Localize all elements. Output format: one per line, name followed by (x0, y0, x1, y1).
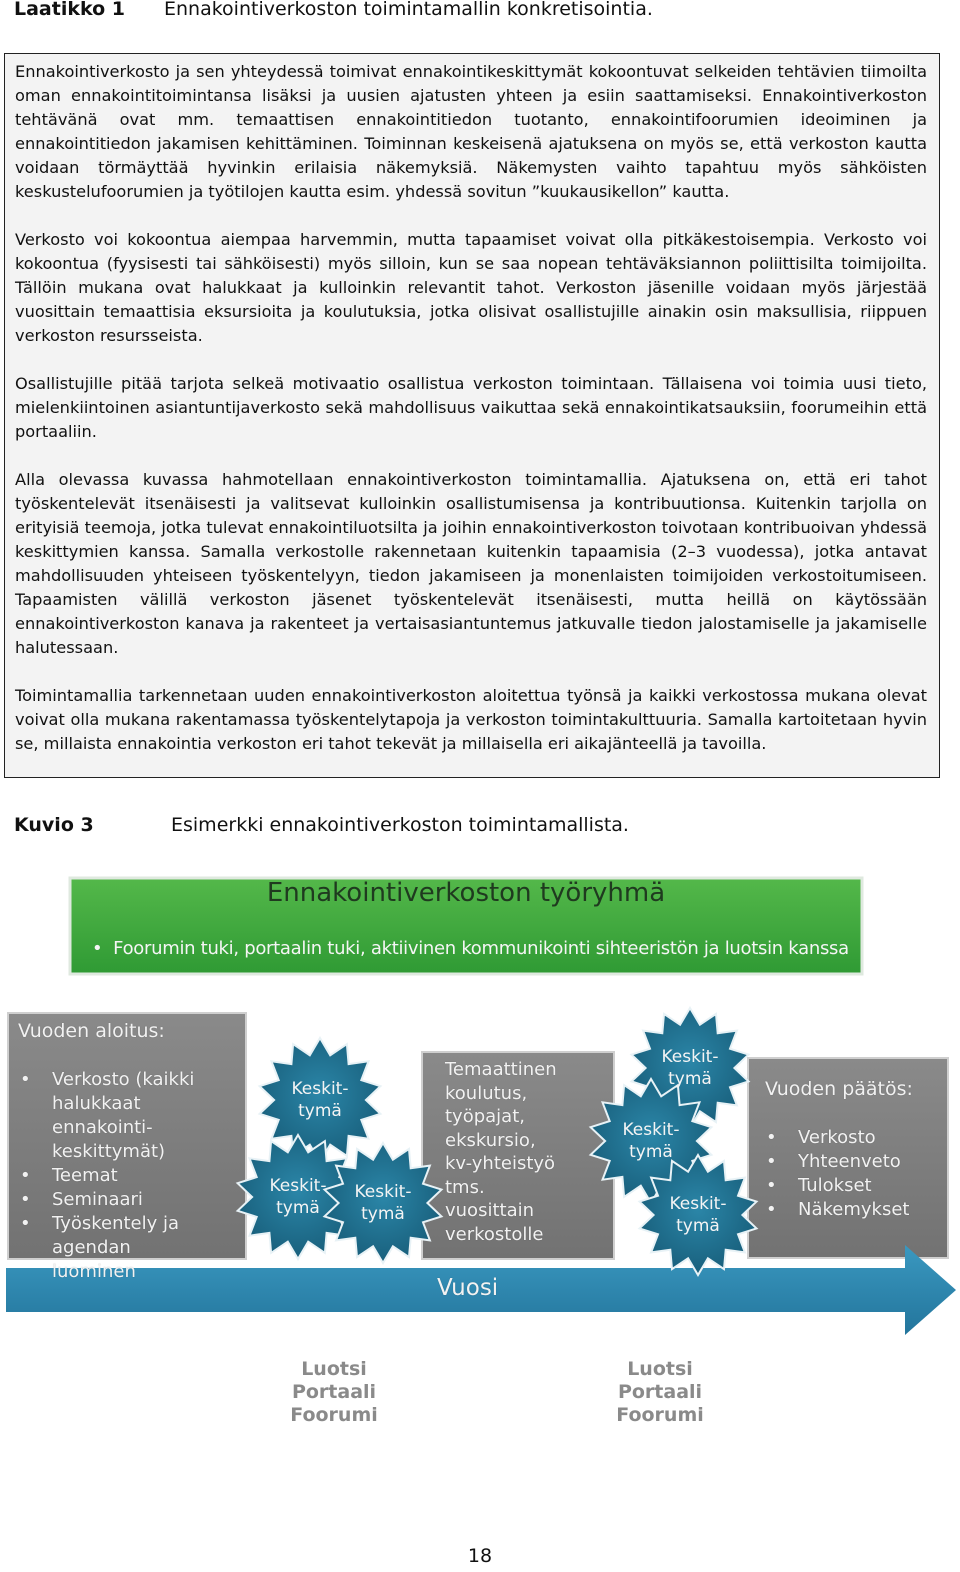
list-item: • Yhteenveto (766, 1151, 901, 1172)
portal-line: Foorumi (616, 1404, 704, 1426)
star-label: Keskit-tymä (622, 1120, 680, 1162)
text-box (4, 53, 940, 778)
paragraph: Toimintamallia tarkennetaan uuden ennakointiverkoston aloitettua työnsä ja kaikki verkostossa mukana olevat voivat olla mukana rakentamassa työskentelytapoja ja verkoston toimintakulttuuria. Samalla kartoitetaan hyvin se, millaista ennakointia verkoston eri tahot tekevät ja millaisella eri aikajänteellä ja tavoilla. (15, 686, 927, 753)
paragraph: Osallistujille pitää tarjota selkeä motivaatio osallistua verkoston toimintaan. Tällaisena voi toimia uusi tieto, mielenkiintoinen asiantuntijaverkosto sekä mahdollisuus vaikuttaa sekä ennakointikatsauksiin, foorumeihin että portaaliin. (15, 374, 927, 441)
list-item-text: Yhteenveto (798, 1151, 901, 1172)
header-title: Ennakointiverkoston työryhmä (266, 878, 666, 908)
middle-line: kv-yhteistyö (445, 1153, 556, 1174)
box-title-text: Ennakointiverkoston toimintamallin konkretisointia. (164, 0, 653, 20)
middle-line: ekskursio, (445, 1129, 536, 1151)
list-item: • Tulokset (766, 1175, 872, 1196)
list-item-text: Verkosto (kaikki halukkaat ennakointi-keskittymät) (52, 1069, 195, 1162)
box-title (14, 0, 653, 20)
portal-line: Foorumi (290, 1404, 378, 1426)
star-label: Keskit-tymä (354, 1182, 412, 1224)
middle-line: työpajat, (445, 1106, 525, 1127)
portal-line: Luotsi (627, 1358, 693, 1380)
star-label: Keskit-tymä (269, 1176, 327, 1218)
list-item: • Näkemykset (766, 1199, 910, 1220)
middle-panel-text (445, 1058, 557, 1246)
end-panel-list (766, 1126, 909, 1222)
list-item-text: Teemat (52, 1165, 118, 1186)
list-item: • Verkosto (kaikki halukkaat ennakointi-keskittymät) (20, 1068, 220, 1164)
middle-line: vuosittain (445, 1200, 535, 1221)
list-item-text: Näkemykset (798, 1199, 910, 1220)
middle-line: tms. (445, 1176, 485, 1198)
portal-line: Luotsi (301, 1358, 367, 1380)
paragraph: Verkosto voi kokoontua aiempaa harvemmin, mutta tapaamiset voivat olla pitkäkestoisempia. Verkosto voi kokoontua (fyysisesti tai sähköisesti) myös silloin, kun se saa nopean tehtäväksiannon poliittisilta toimijoilta. Tällöin mukana ovat halukkaat ja kulloinkin relevantit tahot. Verkoston jäsenille voidaan myös järjestää vuosittain temaattisia eksursioita ja koulutuksia, jotka olisivat osallistujille ainakin osin maksullisia, riippuen verkoston resursseista. (15, 230, 927, 345)
middle-line: koulutus, (445, 1082, 528, 1104)
portal-label (274, 1358, 394, 1427)
header-bullet: • Foorumin tuki, portaalin tuki, aktiivinen kommunikointi sihteeristön ja luotsin kanssa (92, 938, 849, 959)
list-item-text: Tulokset (798, 1175, 872, 1196)
list-item: • Teemat (20, 1165, 118, 1186)
star-label: Keskit-tymä (661, 1047, 719, 1089)
star-label: Keskit-tymä (291, 1079, 349, 1121)
paragraph: Ennakointiverkosto ja sen yhteydessä toimivat ennakointikeskittymät kokoontuvat selkeiden tehtävien tiimoilta oman ennakointitoimintansa lisäksi ja uusien ajatusten yhteen ja esiin saattamiseksi. Ennakointiverkoston tehtävänä ovat mm. temaattisen ennakointitiedon tuotanto, ennakointifoorumien ideoiminen ja ennakointitiedon jakamisen kehittäminen. Toiminnan keskeisenä ajatuksena on myös se, että verkoston kautta voidaan törmäyttää hyvinkin erilaisia näkemyksiä. Näkemysten vaihto tapahtuu myös sähköisten keskustelufoorumien ja työtilojen kautta esim. yhdessä sovitun ”kuukausikellon” kautta. (15, 62, 927, 201)
portal-line: Portaali (291, 1381, 377, 1403)
end-panel-title: Vuoden päätös: (765, 1078, 913, 1100)
portal-line: Portaali (617, 1381, 703, 1403)
list-item: • Seminaari (20, 1189, 143, 1210)
start-panel-list (20, 1068, 220, 1284)
portal-label (600, 1358, 720, 1427)
start-panel-title: Vuoden aloitus: (18, 1020, 165, 1042)
arrow-label: Vuosi (437, 1275, 499, 1301)
list-item: • Työskentely ja agendan luominen (20, 1212, 220, 1284)
figure-caption-text: Esimerkki ennakointiverkoston toimintamallista. (171, 814, 629, 836)
box-label: Laatikko 1 (14, 0, 125, 20)
list-item: • Verkosto (766, 1127, 876, 1148)
list-item-text: Työskentely ja agendan luominen (52, 1213, 180, 1282)
star-label: Keskit-tymä (669, 1194, 727, 1236)
paragraph: Alla olevassa kuvassa hahmotellaan ennakointiverkoston toimintamallia. Ajatuksena on, että eri tahot työskentelevät itsenäisesti ja valitsevat kulloinkin osallistumisensa ja kontribuutionsa. Kuitenkin tarjolla on erityisiä teemoja, jotka tulevat ennakointiluotsilta ja joihin ennakointiverkoston toivotaan kontribuoivan yhdessä keskittymien kanssa. Samalla verkostolle rakennetaan kuitenkin tapaamisia (2–3 vuodessa), jotka antavat mahdollisuuden yhteiseen työskentelyyn, tiedon jakamiseen ja monenlaisten toimijoiden verkostoitumiseen. Tapaamisten välillä verkoston jäsenet työskentelevät itsenäisesti, mutta heillä on käytössään ennakointiverkoston kanava ja rakenteet ja vertaisasiantuntemus jatkuvalle tiedon jalostamiselle ja jakamiselle halutessaan. (15, 470, 927, 657)
middle-line: verkostolle (445, 1223, 544, 1245)
page-number: 18 (467, 1545, 493, 1567)
list-item-text: Seminaari (52, 1189, 143, 1210)
header-bullet-text: Foorumin tuki, portaalin tuki, aktiivinen kommunikointi sihteeristön ja luotsin kanssa (113, 938, 849, 959)
figure-caption (14, 814, 629, 836)
list-item-text: Verkosto (798, 1127, 876, 1148)
operating-model-diagram (0, 870, 960, 1450)
middle-line: Temaattinen (445, 1059, 557, 1080)
figure-label: Kuvio 3 (14, 814, 94, 836)
